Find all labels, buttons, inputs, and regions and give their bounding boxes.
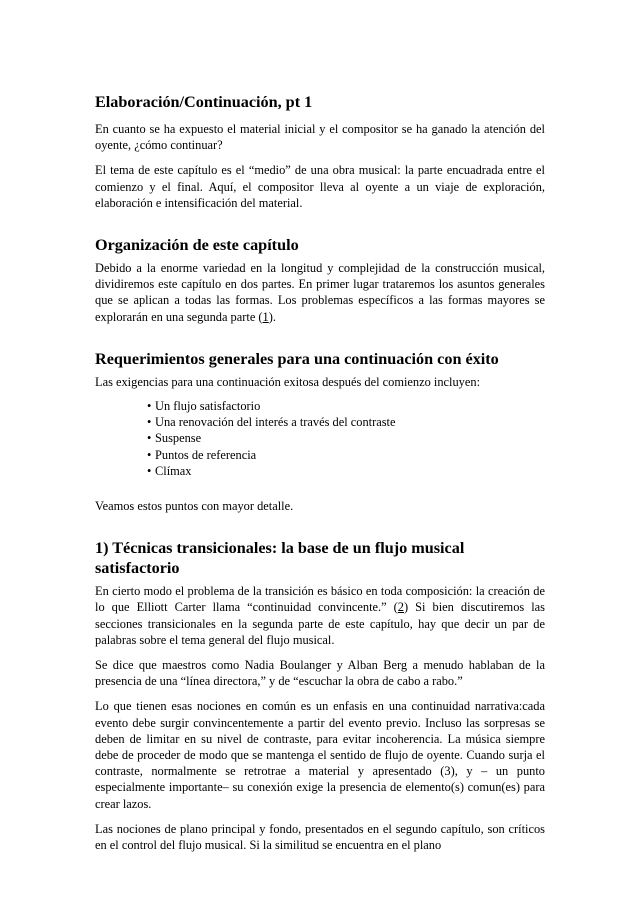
list-item-text: Clímax: [155, 463, 192, 478]
list-item: [147, 398, 545, 414]
list-item: [147, 463, 545, 479]
section1-text-before: Debido a la enorme variedad en la longitud y complejidad de la construcción musical, dividiremos este capítulo en dos partes. En primer lugar trataremos los asuntos generales que se aplican a todas las formas. Los problemas específicos a las formas mayores se explorarán en una segunda parte (: [95, 261, 545, 324]
list-item-text: Suspense: [155, 431, 202, 446]
footnote-link-1[interactable]: 1: [262, 309, 269, 324]
section3-paragraph-4: Las nociones de plano principal y fondo, presentados en el segundo capítulo, son críticos en el control del flujo musical. Si la similitud se encuentra en el plano: [95, 821, 545, 853]
section3-p1-after: ) Si bien discutiremos las secciones transicionales en la segunda parte de este capítulo, hay que decir un par de palabras sobre el tema general del flujo musical.: [95, 600, 546, 647]
section-heading-organizacion: Organización de este capítulo: [95, 236, 299, 255]
bullet-icon: •: [147, 463, 152, 478]
bullet-icon: •: [147, 447, 152, 462]
section3-p1-before: En cierto modo el problema de la transición es básico en toda composición: la creación de lo que Elliott Carter llama “continuidad convincente.” (: [95, 584, 545, 615]
section-heading-requerimientos: Requerimientos generales para una continuación con éxito: [95, 349, 499, 368]
bullet-icon: •: [147, 431, 152, 446]
list-item: [147, 414, 545, 430]
list-item-text: Puntos de referencia: [155, 447, 257, 462]
list-item: [147, 447, 545, 463]
footnote-link-2[interactable]: 2: [397, 600, 404, 615]
section1-paragraph: [95, 260, 545, 325]
section-heading-tecnicas: 1) Técnicas transicionales: la base de un flujo musical satisfactorio: [95, 539, 465, 578]
intro-paragraph-2: El tema de este capítulo es el “medio” de una obra musical: la parte encuadrada entre el comienzo y el final. Aquí, el compositor lleva al oyente a un viaje de exploración, elaboración e intensificación del material.: [95, 163, 545, 210]
bullet-icon: •: [147, 399, 152, 414]
intro-paragraph-1: En cuanto se ha expuesto el material inicial y el compositor se ha ganado la atención del oyente, ¿cómo continuar?: [95, 122, 545, 153]
list-item-text: Un flujo satisfactorio: [155, 399, 261, 414]
section3-paragraph-1: [95, 583, 545, 648]
section2-closing: Veamos estos puntos con mayor detalle.: [95, 499, 294, 514]
list-item: [147, 430, 545, 446]
bullet-icon: •: [147, 415, 152, 430]
section3-paragraph-2: Se dice que maestros como Nadia Boulanger y Alban Berg a menudo hablaban de la presencia de una “línea directora,” y de “escuchar la obra de cabo a rabo.”: [95, 658, 545, 689]
page-title: Elaboración/Continuación, pt 1: [95, 93, 313, 111]
list-item-text: Una renovación del interés a través del contraste: [155, 415, 396, 430]
requirements-list: [95, 398, 545, 479]
document-page: [95, 92, 545, 853]
section2-intro: Las exigencias para una continuación exitosa después del comienzo incluyen:: [95, 374, 481, 389]
section3-paragraph-3: Lo que tienen esas nociones en común es un enfasis en una continuidad narrativa:cada evento debe surgir convincentemente a partir del evento previo. Incluso las sorpresas se deben de limitar en su nivel de contraste, para evitar incoherencia. La música siempre debe de proceder de modo que se mantenga el sentido de flujo de oyente. Cuando surja el contraste, normalmente se retrotrae a material y apresentado (3), y – un punto especialmente importante– su conexión exige la presencia de elemento(s) comun(es) para crear lazos.: [95, 699, 545, 811]
section1-text-after: ).: [268, 309, 276, 324]
